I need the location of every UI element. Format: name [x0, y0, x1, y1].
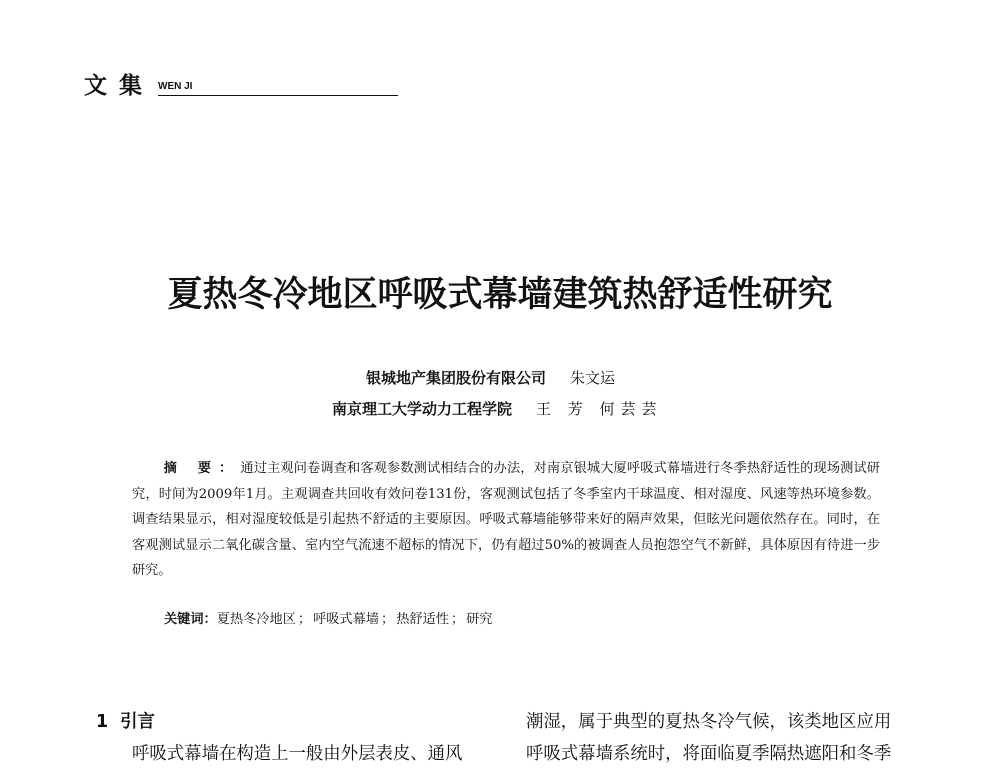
section-number: 1: [96, 712, 109, 732]
paper-title: 夏热冬冷地区呼吸式幕墙建筑热舒适性研究: [167, 274, 833, 315]
keywords-label: 关键词：: [164, 612, 217, 627]
paragraph-line: 呼吸式幕墙系统时，将面临夏季隔热遮阳和冬季: [526, 744, 892, 764]
running-header: [84, 72, 398, 100]
abstract-label: 摘 要：: [163, 461, 241, 476]
body-left-column: [96, 706, 496, 770]
keywords: [164, 609, 493, 631]
abstract-text: 通过主观问卷调查和客观参数测试相结合的办法，对南京银城大厦呼吸式幕墙进行冬季热舒适性的现场测试研究，时间为2009年1月。主观调查共回收有效问卷131份，客观测试包括了冬季室内干球温度、相对湿度、风速等热环境参数。调查结果显示，相对湿度较低是引起热不舒适的主要原因。呼吸式幕墙能够带来好的隔声效果，但眩光问题依然存在。同时，在客观测试显示二氧化碳含量、室内空气流速不超标的情况下，仍有超过50%的被调查人员抱怨空气不新鲜，具体原因有待进一步研究。: [132, 461, 880, 578]
affiliation-1: [366, 367, 615, 389]
affiliation-2: [332, 398, 663, 420]
body-right-column: [526, 706, 926, 770]
keyword-separator: ；: [450, 612, 465, 627]
section-heading: [96, 706, 496, 738]
keyword-item: 研究: [466, 612, 493, 627]
author-names: 朱文运: [570, 369, 616, 387]
header-column-name: 文集: [84, 72, 154, 99]
keyword-separator: ；: [381, 612, 395, 627]
section-title: 引言: [120, 712, 155, 732]
header-rule: [158, 95, 398, 96]
abstract: [132, 456, 880, 584]
keyword-separator: ；: [297, 612, 312, 627]
author-names: 王 芳 何芸芸: [536, 400, 663, 418]
paragraph-line: 呼吸式幕墙在构造上一般由外层表皮、通风: [132, 744, 463, 764]
keyword-item: 夏热冬冷地区: [216, 612, 296, 627]
keyword-item: 呼吸式幕墙: [313, 612, 379, 627]
header-column-pinyin: WEN JI: [158, 81, 193, 92]
keyword-item: 热舒适性: [396, 612, 449, 627]
affiliation-org: 银城地产集团股份有限公司: [366, 369, 547, 387]
affiliation-org: 南京理工大学动力工程学院: [332, 400, 513, 418]
paragraph-line: 潮湿，属于典型的夏热冬冷气候，该类地区应用: [526, 712, 892, 732]
